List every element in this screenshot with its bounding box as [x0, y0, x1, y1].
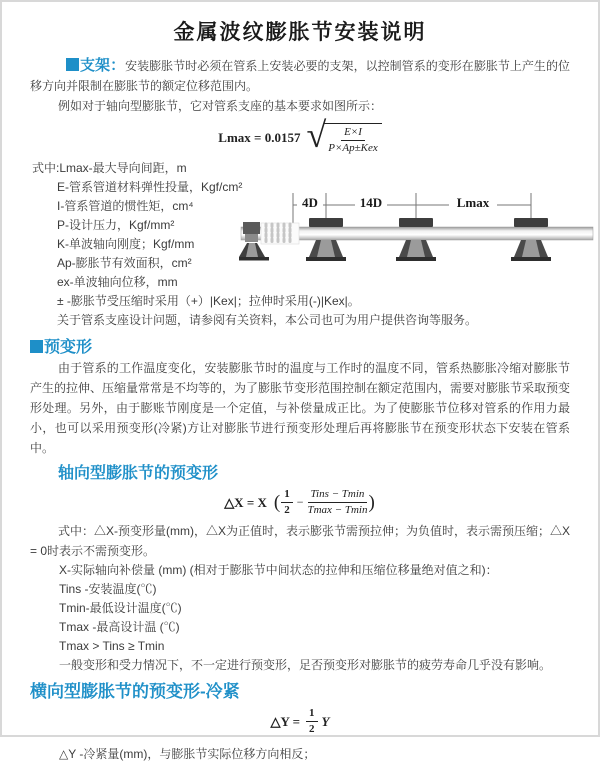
section-bullet-icon [30, 340, 43, 353]
formula-delta-x-lhs: △X = X [224, 494, 267, 510]
bellows [261, 223, 299, 244]
definition-item: E-管系管道材料弹性投量，Kgf/cm² [57, 180, 243, 194]
lateral-subsection-heading: 横向型膨胀节的预变形-冷紧 [30, 682, 240, 701]
open-paren: ( [273, 492, 281, 513]
axial-item: X-实际轴向补偿量 (mm) (相对于膨胀节中间状态的拉伸和压缩位移量绝对值之和)： [59, 563, 498, 577]
sqrt-icon: √ [306, 115, 327, 155]
formula-lmax [30, 115, 570, 155]
section-bullet-icon [66, 58, 79, 71]
one-half-fraction: $\frac{1}{2}$ [306, 707, 318, 736]
formula-delta-x [30, 488, 570, 517]
preform-section-heading: 预变形 [30, 338, 570, 358]
minus-sign: − [296, 495, 304, 509]
definition-item: ± -膨胀节受压缩时采用（+）|Kex|；拉伸时采用(-)|Kex|。 [57, 294, 360, 308]
support-section-heading: 支架： [80, 57, 126, 74]
fraction-denominator: P×Ap±Kex [328, 142, 378, 154]
support-example-line: 例如对于轴向型膨胀节，它对管系支座的基本要求如图所示： [58, 99, 383, 113]
formula-delta-y-lhs: △Y = [270, 713, 301, 729]
axial-item: Tmax > Tins ≥ Tmin [59, 639, 165, 653]
axial-explain-paragraph: 式中：△X-预变形量(mm)，△X为正值时，表示膨张节需预拉伸；为负值时，表示需预压缩；△X = 0时表示不需预变形。 [30, 524, 570, 558]
axial-item: Tmin-最低设计温度(℃) [59, 601, 182, 615]
definition-list [30, 159, 570, 330]
formula-delta-y-rhs: Y [321, 713, 330, 729]
formula-delta-y [30, 707, 570, 736]
close-paren: ) [368, 492, 375, 513]
one-half-fraction: $\frac{1}{2}$ [281, 488, 293, 517]
definition-item: 式中:Lmax-最大导向间距，m [32, 161, 187, 175]
axial-item-list [30, 561, 570, 675]
formula-lmax-lhs: Lmax = 0.0157 [218, 129, 301, 145]
preform-paragraph: 由于管系的工作温度变化，安装膨胀节时的温度与工作时的温度不同，管系热膨胀冷缩对膨胀节产生的拉伸、压缩量常常是不均等的，为了膨胀节变形范围控制在额定范围内，需要对膨胀节采取预变形处理。另外，由于膨账节刚度是一个定值，与补偿量成正比。为了使膨胀节位移对管系的作用力最小，也可以采用预变形(冷紧)方让对膨胀节进行预变形处理后再将膨胀节在预变形状态下安装在管系中。 [30, 361, 571, 455]
fraction-numerator: E×I [341, 126, 365, 141]
axial-item: Tins -安装温度(℃) [59, 582, 157, 596]
axial-subsection-heading: 轴向型膨胀节的预变形 [58, 465, 219, 482]
definition-item: I-管系管道的惯性矩，cm⁴ [57, 199, 194, 213]
pipe-support-diagram [241, 187, 593, 289]
axial-item: Tmax -最高设计温 (℃) [59, 620, 180, 634]
dimension-label-lmax: Lmax [456, 195, 490, 210]
dimension-label-4d: 4D [302, 195, 318, 210]
definition-item: 关于管系支座设计问题，请参阅有关资料，本公司也可为用户提供咨询等服务。 [57, 313, 478, 327]
radical-sign [306, 115, 381, 155]
definition-item: ex-单波轴向位移，mm [57, 275, 178, 289]
support-intro-paragraph [30, 56, 570, 96]
definition-item: K-单波轴向刚度；Kgf/mm [57, 237, 195, 251]
page-title: 金属波纹膨胀节安装说明 [173, 21, 427, 44]
support-intro-text: 安装膨胀节时必须在管系上安装必要的支架，以控制管系的变形在膨胀节上产生的位移方向并限制在膨胀节的额定位移范围内。 [30, 59, 570, 93]
dimension-label-14d: 14D [359, 195, 383, 210]
definition-item: Ap-膨胀节有效面积，cm² [57, 256, 192, 270]
lateral-note-line: △Y -冷紧量(mm)，与膨胀节实际位移方向相反； [59, 747, 316, 761]
definition-item: P-设计压力，Kgf/mm² [57, 218, 175, 232]
formula-lmax-fraction [328, 126, 378, 155]
temperature-fraction: $\frac{\text{Tins − Tmin}}{Tmax - Tmin}$ [307, 488, 368, 516]
axial-item: 一般变形和受力情况下，不一定进行预变形，足否预变形对膨胀节的疲劳寿命几乎没有影响。 [59, 658, 552, 672]
